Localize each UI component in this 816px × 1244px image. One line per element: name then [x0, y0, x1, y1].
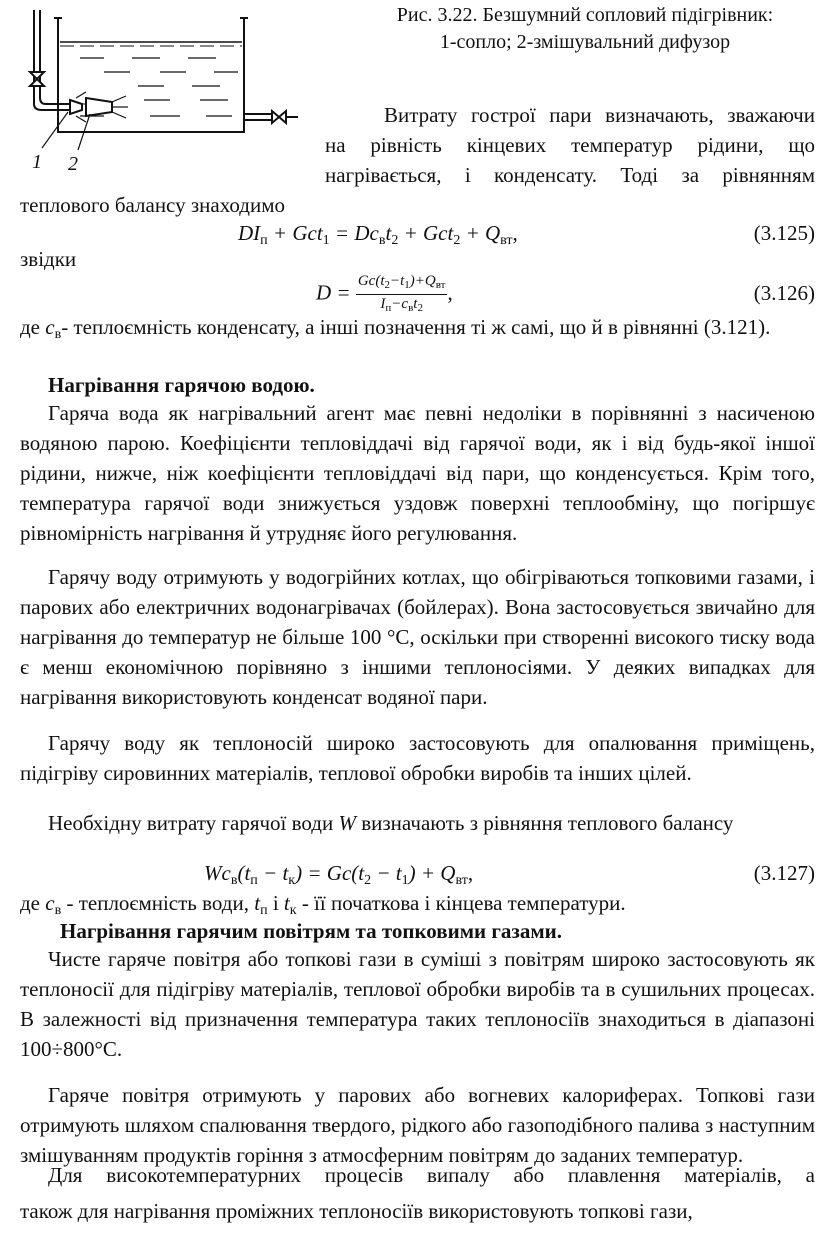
paragraph-water-4: Необхідну витрату гарячої води W визначають з рівняння теплового балансу — [48, 811, 734, 835]
figure-label-2: 2 — [68, 153, 78, 175]
paragraph-air-3-line-1: Для високотемпературних процесів випалу або плавлення матеріалів, а — [48, 1163, 815, 1187]
intro-line-3: нагрівається, і конденсату. Тоді за рівнянням — [325, 163, 815, 187]
paragraph-water-1: Гаряча вода як нагрівальний агент має певні недоліки в порівнянні з насиченою водяною парою. Коефіцієнти тепловіддачі від гарячої води, як і від будь-якої іншої рідини, нижче, ніж коефіцієнти тепловіддачі від пари, що конденсується. Крім того, температура гарячої води знижується уздовж поверхні теплообміну, що погіршує рівномірність нагрівання й утрудняє його регулювання. — [20, 401, 815, 545]
paragraph-air-3-line-2: також для нагрівання проміжних теплоносіїв використовують топкові гази, — [20, 1199, 693, 1223]
paragraph-water-2: Гарячу воду отримують у водогрійних котлах, що обігріваються топковими газами, і парових або електричних водонагрівачах (бойлерах). Вона застосовується звичайно для нагрівання до температур не більше 100 °С, оскільки при створенні високого тиску вода є менш економічною порівняно з іншими теплоносіями. У деяких випадках для нагрівання використовують конденсат водяної пари. — [20, 565, 815, 709]
de2-t1: де — [20, 891, 46, 915]
intro-line-1 — [356, 100, 815, 130]
de1-after: - теплоємність конденсату, а інші позначення ті ж самі, що й в рівнянні (3.121). — [61, 315, 771, 339]
heading-hot-air: Нагрівання гарячим повітрям та топковими газами. — [60, 919, 563, 943]
equation-3-125-number: (3.125) — [753, 221, 815, 245]
de2-t3: і — [267, 891, 284, 915]
caption-line-2: 1-сопло; 2-змішувальний дифузор — [439, 31, 731, 53]
equation-3-126-formula: D = $\frac{Gc(t_2-t_1)+Q_{вт}}{I_п-c_вt_2}$ , — [316, 272, 453, 317]
de2-t2: - теплоємність води, — [61, 891, 255, 915]
de1-before: де — [20, 315, 46, 339]
intro-text-1: Витрату гострої пари визначають, зважаючи — [384, 103, 815, 127]
de-water-paragraph: де $c_в$ - теплоємність води, $t_п$ і $t_к$ - її початкова і кінцева температури. — [20, 891, 626, 918]
de-condensate-paragraph: де $c_в-$ теплоємність конденсату, а інші позначення ті ж самі, що й в рівнянні (3.121). — [20, 315, 771, 342]
water4-before: Необхідну витрату гарячої води — [48, 811, 339, 835]
document-page — [20, 0, 815, 1244]
equation-3-127-number: (3.127) — [753, 861, 815, 885]
paragraph-air-2: Гаряче повітря отримують у парових або вогневих калориферах. Топкові гази отримують шляхом спалювання твердого, рідкого або газоподібного палива з наступним змішуванням продуктів горіння з атмосферним повітрям до заданих температур. — [20, 1083, 815, 1167]
equation-3-127 — [20, 858, 815, 890]
equation-3-126-number: (3.126) — [753, 281, 815, 305]
intro-line-2: на рівність кінцевих температур рідини, що — [325, 133, 815, 157]
equation-3-126 — [20, 268, 815, 312]
equation-3-127-formula: $Wc_в(t_п - t_к) = Gc(t_2 - t_1) + Q_{вт}$, — [204, 861, 474, 888]
paragraph-water-3: Гарячу воду як теплоносій широко застосовують для опалювання приміщень, підігріву сировинних матеріалів, теплової обробки виробів та інших цілей. — [20, 731, 815, 785]
heading-hot-water: Нагрівання гарячою водою. — [48, 373, 315, 397]
water4-after: визначають з рівняння теплового балансу — [355, 811, 734, 835]
intro-line-4: теплового балансу знаходимо — [20, 193, 286, 217]
figure-caption — [350, 2, 816, 56]
nozzle-heater-figure — [20, 0, 310, 180]
figure-label-1: 1 — [32, 151, 42, 173]
zvidky-text: звідки — [20, 247, 77, 271]
equation-3-125-formula: $DI_п + Gct_1 = Dc_вt_2 + Gct_2 + Q_{вт}$, — [238, 221, 518, 248]
de2-t4: - її початкова і кінцева температури. — [296, 891, 626, 915]
equation-3-126-fraction: $\frac{Gc(t_2-t_1)+Q_{вт}}{I_п-c_вt_2}$ — [357, 273, 446, 314]
paragraph-air-1: Чисте гаряче повітря або топкові гази в суміші з повітрям широко застосовують як теплоносії для підігріву матеріалів, теплової обробки виробів та в сушильних процесах. В залежності від призначення температура таких теплоносіїв знаходиться в діапазоні 100÷800°С. — [20, 947, 815, 1061]
caption-line-1: Рис. 3.22. Безшумний сопловий підігрівник: — [396, 4, 774, 26]
